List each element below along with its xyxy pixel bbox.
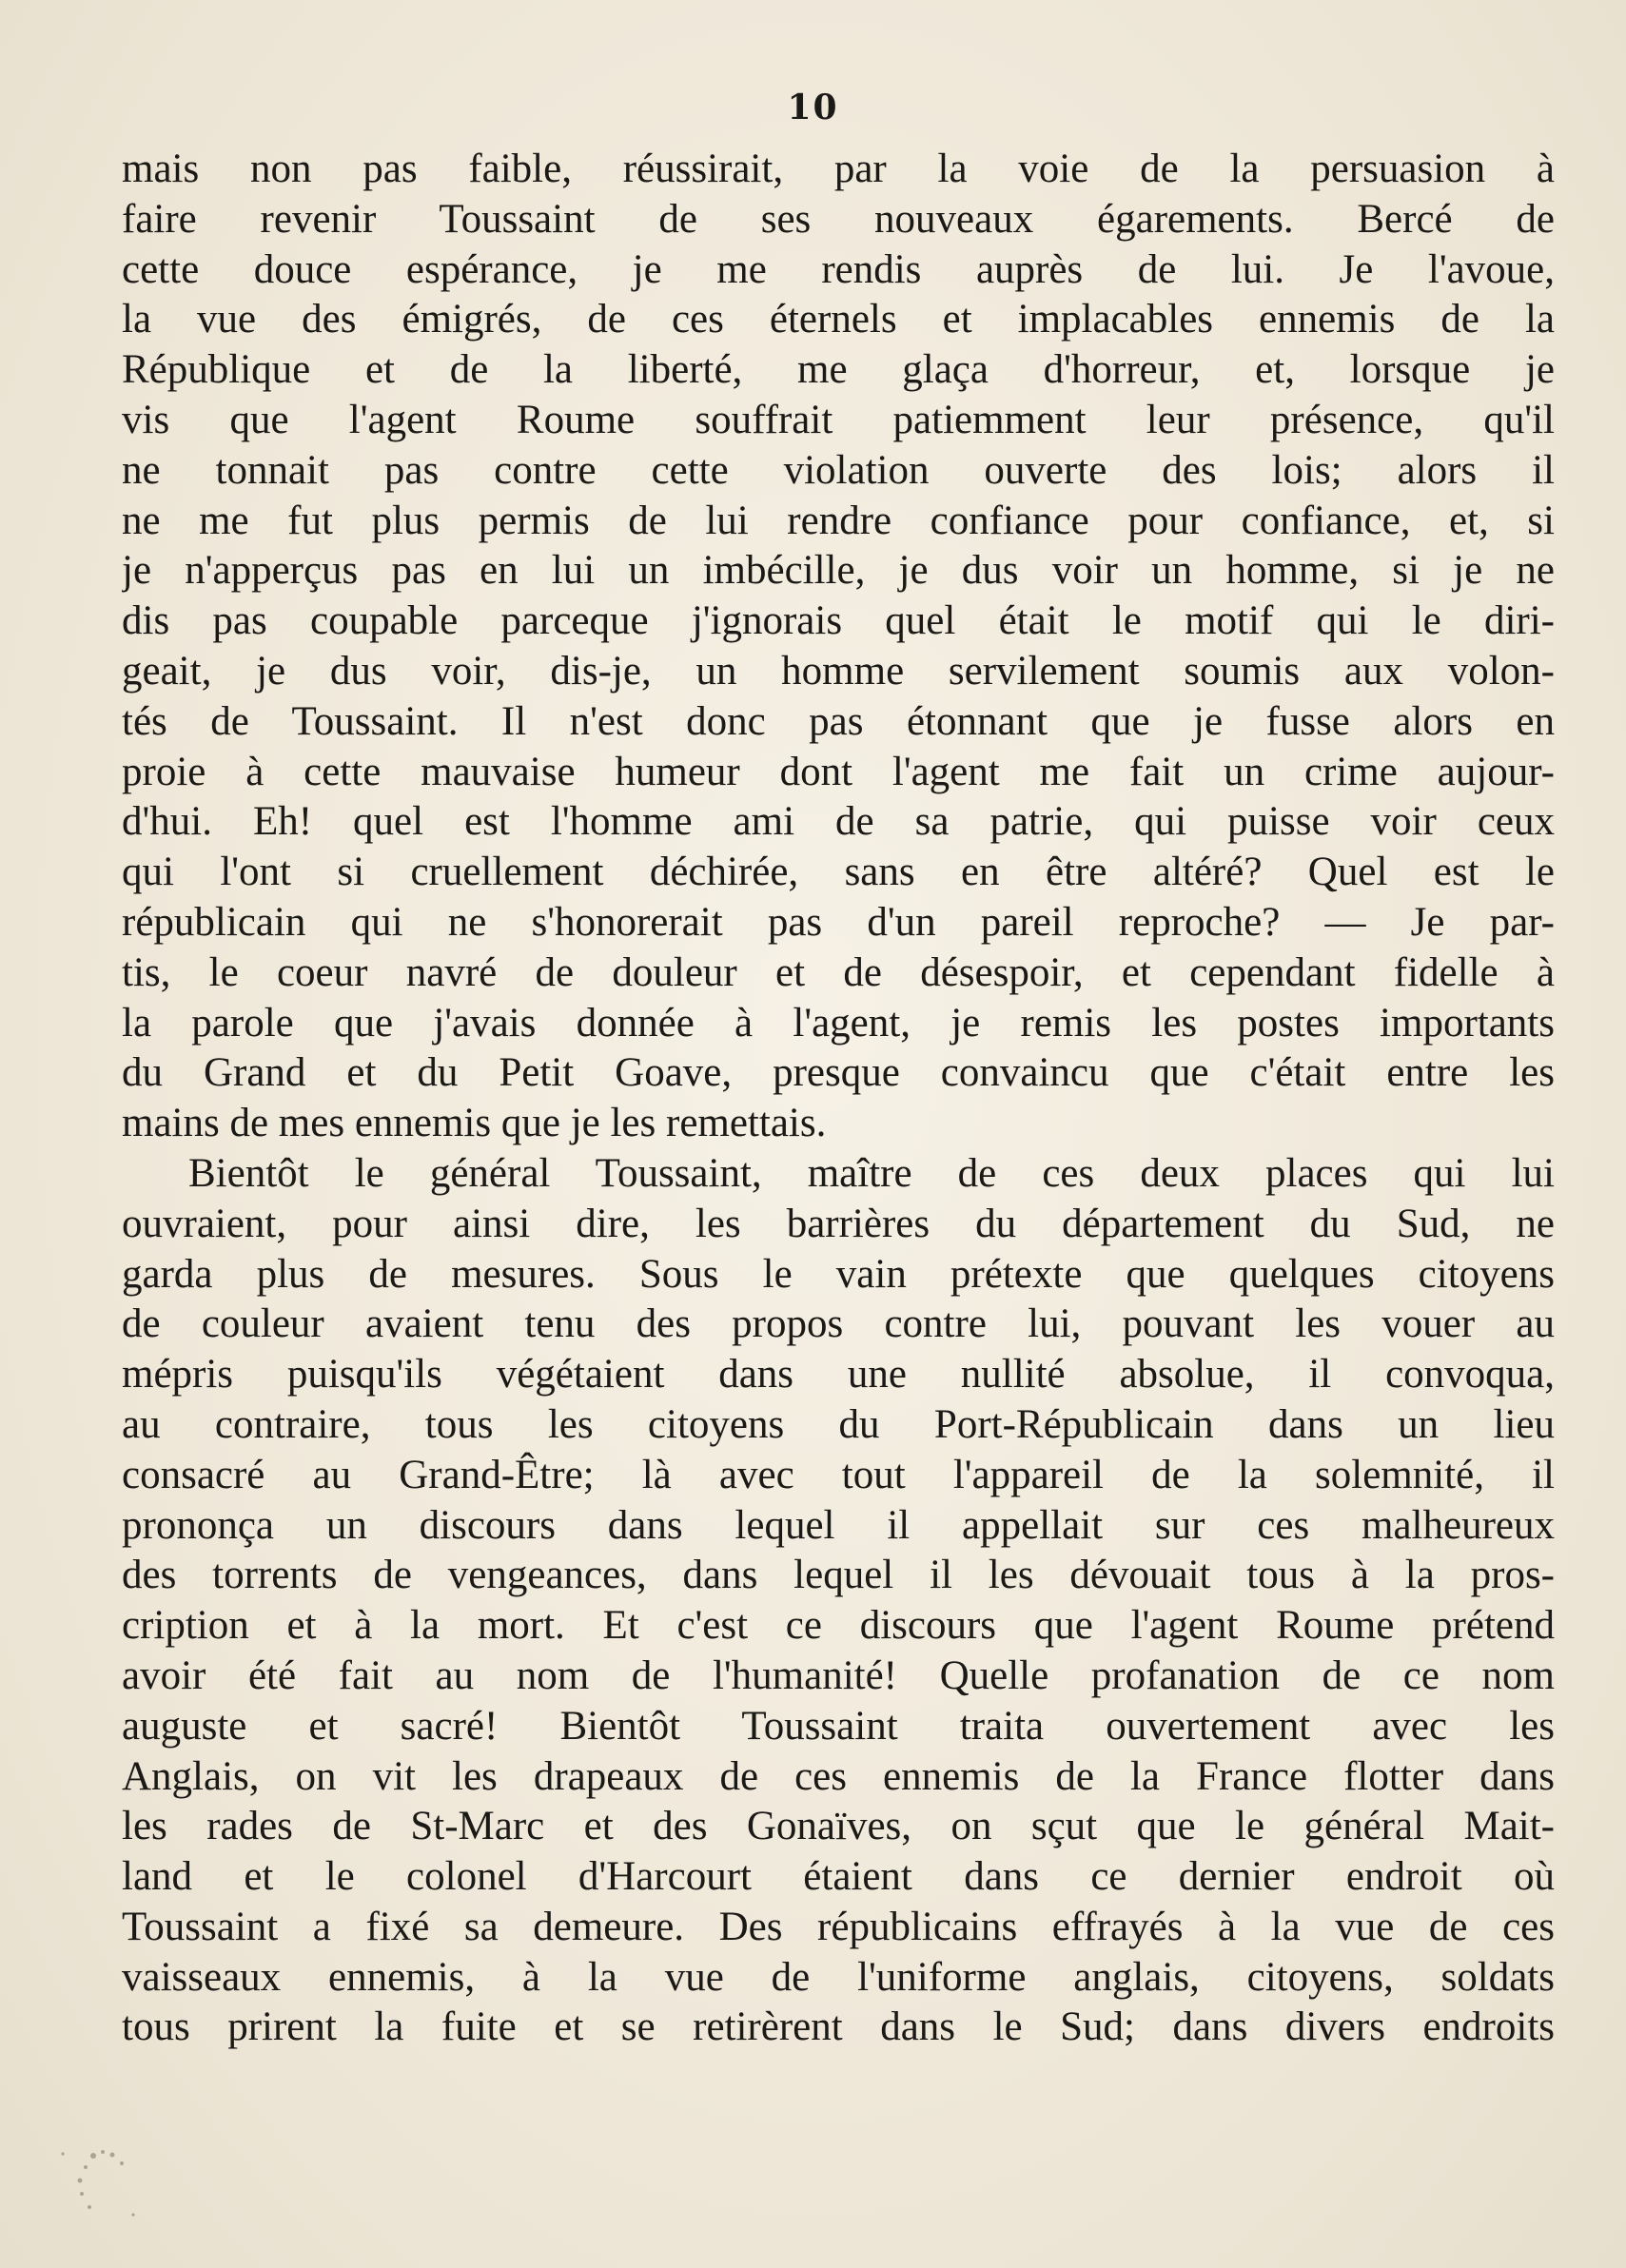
- text-line: faire revenir Toussaint de ses nouveaux égarements. Bercé de: [122, 196, 1555, 242]
- text-line: de couleur avaient tenu des propos contre lui, pouvant les vouer au: [122, 1301, 1555, 1347]
- text-line: tous prirent la fuite et se retirèrent dans le Sud; dans divers endroits: [122, 2004, 1555, 2050]
- text-line: la parole que j'avais donnée à l'agent, je remis les postes importants: [122, 1000, 1555, 1046]
- body-text: [122, 145, 1555, 2053]
- text-line: républicain qui ne s'honorerait pas d'un pareil reproche? — Je par-: [122, 899, 1555, 945]
- text-line: ne tonnait pas contre cette violation ouverte des lois; alors il: [122, 447, 1555, 493]
- text-line: les rades de St-Marc et des Gonaïves, on sçut que le général Mait-: [122, 1804, 1555, 1849]
- text-line: consacré au Grand-Être; là avec tout l'appareil de la solemnité, il: [122, 1452, 1555, 1497]
- text-line: land et le colonel d'Harcourt étaient dans ce dernier endroit où: [122, 1854, 1555, 1900]
- text-line: au contraire, tous les citoyens du Port-Républicain dans un lieu: [122, 1401, 1555, 1447]
- text-line: cette douce espérance, je me rendis auprès de lui. Je l'avoue,: [122, 246, 1555, 292]
- text-line: ne me fut plus permis de lui rendre confiance pour confiance, et, si: [122, 498, 1555, 543]
- text-line: geait, je dus voir, dis-je, un homme servilement soumis aux volon-: [122, 648, 1555, 694]
- text-line: Anglais, on vit les drapeaux de ces ennemis de la France flotter dans: [122, 1753, 1555, 1799]
- text-line: mais non pas faible, réussirait, par la voie de la persuasion à: [122, 147, 1555, 191]
- text-line: mépris puisqu'ils végétaient dans une nullité absolue, il convoqua,: [122, 1352, 1555, 1398]
- text-line: vaisseaux ennemis, à la vue de l'uniforme anglais, citoyens, soldats: [122, 1954, 1555, 2000]
- page-number: 10: [787, 88, 839, 127]
- text-line: tés de Toussaint. Il n'est donc pas étonnant que je fusse alors en: [122, 698, 1555, 744]
- paragraph-start-line: Bientôt le général Toussaint, maître de ces deux places qui lui: [188, 1150, 1555, 1196]
- text-line: du Grand et du Petit Goave, presque convaincu que c'était entre les: [122, 1050, 1555, 1096]
- text-line: tis, le coeur navré de douleur et de désespoir, et cependant fidelle à: [122, 949, 1555, 995]
- text-line: la vue des émigrés, de ces éternels et implacables ennemis de la: [122, 297, 1555, 342]
- text-line: République et de la liberté, me glaça d'horreur, et, lorsque je: [122, 347, 1555, 393]
- text-line: cription et à la mort. Et c'est ce discours que l'agent Roume prétend: [122, 1603, 1555, 1649]
- text-line: auguste et sacré! Bientôt Toussaint traita ouvertement avec les: [122, 1703, 1555, 1749]
- text-line: qui l'ont si cruellement déchirée, sans en être altéré? Quel est le: [122, 850, 1555, 895]
- text-line: ouvraient, pour ainsi dire, les barrières du département du Sud, ne: [122, 1201, 1555, 1246]
- text-line: avoir été fait au nom de l'humanité! Quelle profanation de ce nom: [122, 1652, 1555, 1698]
- library-stamp-fragment: [34, 2127, 167, 2232]
- text-line: des torrents de vengeances, dans lequel il les dévouait tous à la pros-: [122, 1553, 1555, 1598]
- text-line: garda plus de mesures. Sous le vain prétexte que quelques citoyens: [122, 1251, 1555, 1297]
- text-line: Toussaint a fixé sa demeure. Des républicains effrayés à la vue de ces: [122, 1904, 1555, 1949]
- text-line: d'hui. Eh! quel est l'homme ami de sa patrie, qui puisse voir ceux: [122, 799, 1555, 845]
- text-line: proie à cette mauvaise humeur dont l'agent me fait un crime aujour-: [122, 749, 1555, 794]
- text-line: dis pas coupable parceque j'ignorais quel était le motif qui le diri-: [122, 598, 1555, 644]
- text-line: prononça un discours dans lequel il appellait sur ces malheureux: [122, 1502, 1555, 1548]
- paragraph-end-line: mains de mes ennemis que je les remettais.: [122, 1101, 827, 1146]
- text-line: vis que l'agent Roume souffrait patiemment leur présence, qu'il: [122, 397, 1555, 442]
- text-line: je n'apperçus pas en lui un imbécille, je dus voir un homme, si je ne: [122, 548, 1555, 594]
